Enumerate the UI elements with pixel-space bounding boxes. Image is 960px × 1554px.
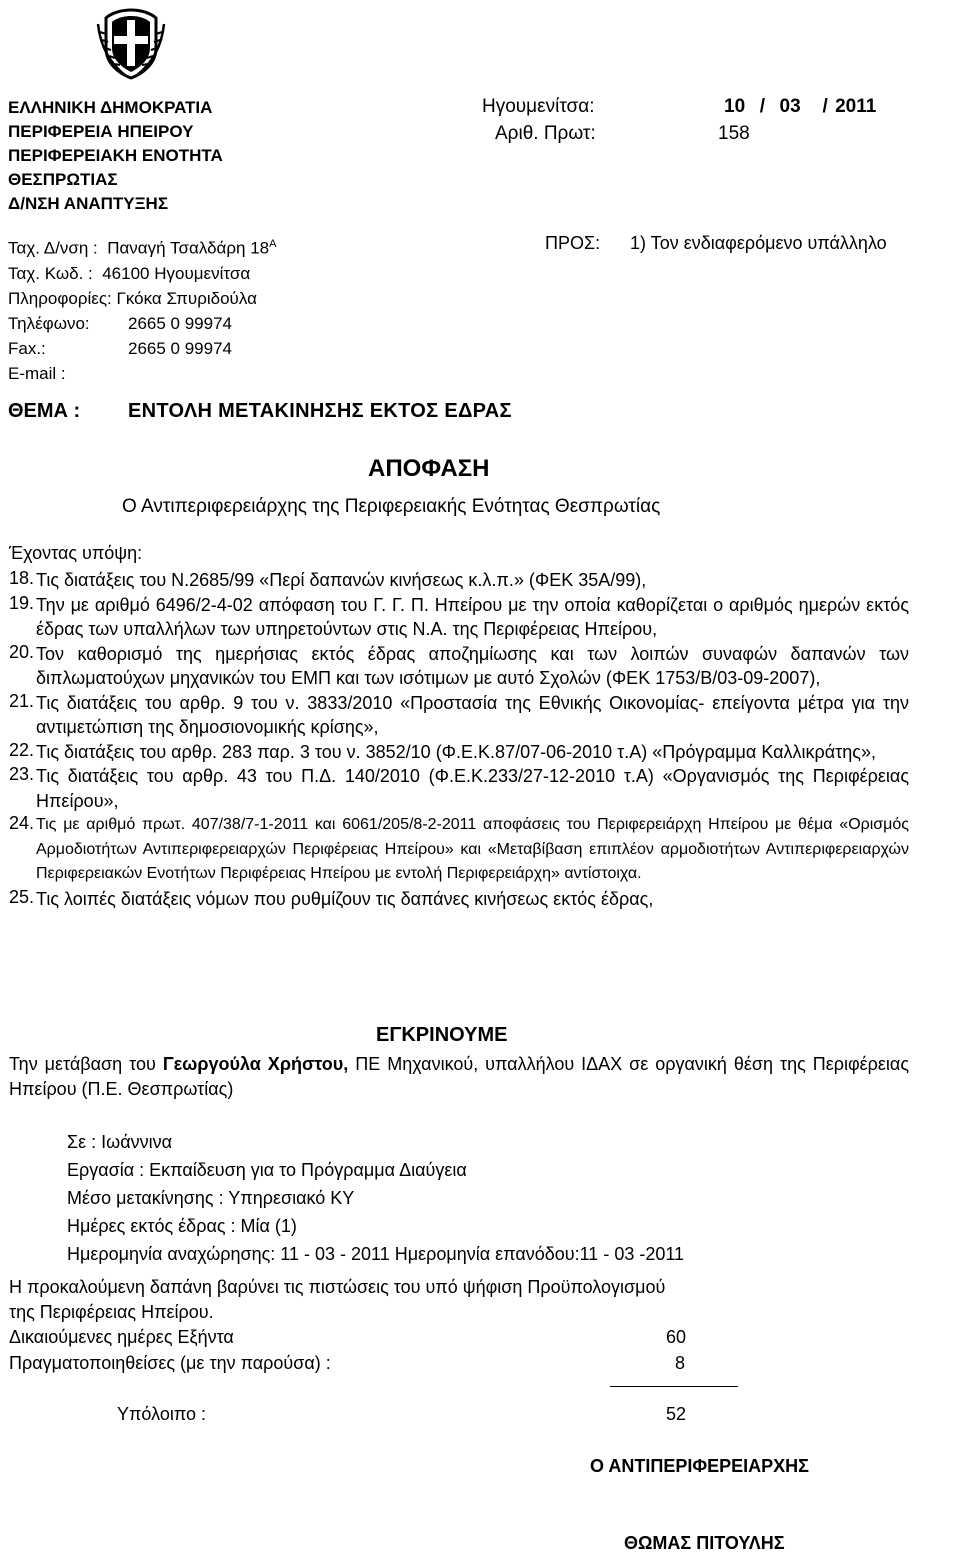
transfer-text: Την μετάβαση του Γεωργούλα Χρήστου, ΠΕ Μηχανικού, υπαλλήλου ΙΔΑΧ σε οργανική θέση της Περιφέρειας Ηπείρου (Π.Ε. Θεσπρωτίας) — [9, 1054, 910, 1099]
greek-coat-of-arms-icon — [92, 4, 170, 82]
date-label: Ηγουμενίτσα: — [482, 96, 595, 117]
approve-heading: ΕΓΚΡΙΝΟΥΜΕ — [376, 1024, 508, 1046]
signatory-title: Ο ΑΝΤΙΠΕΡΙΦΕΡΕΙΑΡΧΗΣ — [590, 1456, 809, 1476]
list-item: 22. Τις διατάξεις του αρθρ. 283 παρ. 3 του ν. 3852/10 (Φ.Ε.Κ.87/07-06-2010 τ.Α) «Πρόγραμμα Καλλικράτης», — [9, 739, 876, 762]
email-row — [8, 361, 276, 386]
address-value: Παναγή Τσαλδάρη 18 — [107, 238, 270, 258]
organization-block — [8, 96, 223, 216]
recipient-value: 1) Τον ενδιαφερόμενο υπάλληλο — [630, 233, 887, 253]
list-item: 23. Τις διατάξεις του αρθρ. 43 του Π.Δ. 140/2010 (Φ.Ε.Κ.233/27-12-2010 τ.Α) «Οργανισμός της Περιφέρειας Ηπείρου», — [9, 764, 909, 811]
trip-details — [67, 1128, 684, 1268]
postcode-row — [8, 261, 276, 286]
contact-block — [8, 232, 276, 386]
info-row — [8, 286, 276, 311]
org-line: ΕΛΛΗΝΙΚΗ ΔΗΜΟΚΡΑΤΙΑ — [8, 98, 213, 117]
list-item: 19. Την με αριθμό 6496/2-4-02 απόφαση του Γ. Γ. Π. Ηπείρου με την οποία καθορίζεται ο αριθμός ημερών εκτός έδρας των υπαλλήλων των υπηρετούντων στις Ν.Α. της Περιφέρειας Ηπείρου, — [9, 592, 909, 639]
list-item: 24. Τις με αριθμό πρωτ. 407/38/7-1-2011 και 6061/205/8-2-2011 αποφάσεις του Περιφερειάρχη Ηπείρου με θέμα «Ορισμός Αρμοδιοτήτων Αντιπεριφερειαρχών Περιφέρειας Ηπείρου» και «Μεταβίβαση επιπλέον αρμοδιοτήτων Αντιπεριφερειαρχών Περιφερειακών Ενοτήτων Περιφέρειας Ηπείρου με εντολή Περιφερειάρχη» αντίστοιχα. — [9, 813, 909, 882]
fax-value: 2665 0 99974 — [128, 338, 232, 358]
date-value: 10 / 03 / 2011 — [724, 96, 877, 117]
balance-value: 52 — [666, 1404, 687, 1424]
org-line: ΠΕΡΙΦΕΡΕΙΑ ΗΠΕΙΡΟΥ — [8, 122, 194, 141]
fax-row — [8, 336, 276, 361]
org-line: ΠΕΡΙΦΕΡΕΙΑΚΗ ΕΝΟΤΗΤΑ — [8, 146, 223, 165]
address-label: Ταχ. Δ/νση : — [8, 238, 98, 258]
signatory-name: ΘΩΜΑΣ ΠΙΤΟΥΛΗΣ — [624, 1533, 785, 1553]
postcode-label: Ταχ. Κωδ. : — [8, 263, 93, 283]
trip-dates: Ημερομηνία αναχώρησης: 11 - 03 - 2011 Ημερομηνία επανόδου:11 - 03 -2011 — [67, 1244, 685, 1264]
address-superscript: Α — [269, 238, 277, 250]
completed-days-value: 8 — [675, 1353, 686, 1373]
decision-title: ΑΠΟΦΑΣΗ — [368, 455, 490, 482]
decision-subtitle: Ο Αντιπεριφερειάρχης της Περιφερειακής Ενότητας Θεσπρωτίας — [122, 496, 661, 517]
list-item: 25. Τις λοιπές διατάξεις νόμων που ρυθμίζουν τις δαπάνες κινήσεως εκτός έδρας, — [9, 886, 654, 909]
email-label: E-mail : — [8, 363, 66, 383]
trip-transport: Μέσο μετακίνησης : Υπηρεσιακό ΚΥ — [67, 1188, 355, 1208]
entitled-days-value: 60 — [666, 1327, 687, 1347]
budget-note: Η προκαλούμενη δαπάνη βαρύνει τις πιστώσεις του υπό ψήφιση Προϋπολογισμού της Περιφέρειας Ηπείρου. — [9, 1277, 666, 1322]
subject-label: ΘΕΜΑ : — [8, 400, 81, 422]
subject-value: ΕΝΤΟΛΗ ΜΕΤΑΚΙΝΗΣΗΣ ΕΚΤΟΣ ΕΔΡΑΣ — [128, 400, 512, 422]
phone-row — [8, 311, 276, 336]
list-item: 18. Τις διατάξεις του Ν.2685/99 «Περί δαπανών κινήσεως κ.λ.π.» (ΦΕΚ 35Α/99), — [9, 568, 647, 590]
list-item: 20. Τον καθορισμό της ημερήσιας εκτός έδρας αποζημίωσης και των λοιπών συναφών δαπανών των διπλωματούχων μηχανικών του ΕΜΠ και των ισότιμων με αυτό Σχολών (ΦΕΚ 1753/Β/03-09-2007), — [9, 641, 909, 688]
balance-label: Υπόλοιπο : — [117, 1404, 207, 1424]
recipient-label: ΠΡΟΣ: — [545, 233, 601, 253]
protocol-label: Αριθ. Πρωτ: — [495, 123, 596, 144]
org-line: Δ/ΝΣΗ ΑΝΑΠΤΥΞΗΣ — [8, 194, 169, 213]
considerations-list — [9, 568, 909, 911]
org-line: ΘΕΣΠΡΩΤΙΑΣ — [8, 170, 118, 189]
trip-destination: Σε : Ιωάννινα — [67, 1132, 173, 1152]
phone-label: Τηλέφωνο: — [8, 313, 90, 333]
entitled-days-label: Δικαιούμενες ημέρες Εξήντα — [9, 1327, 234, 1347]
address-row — [8, 232, 276, 261]
protocol-value: 158 — [718, 123, 750, 144]
sum-divider — [610, 1386, 738, 1387]
employee-name: Γεωργούλα Χρήστου, — [162, 1054, 349, 1074]
info-value: Γκόκα Σπυριδούλα — [116, 288, 257, 308]
fax-label: Fax.: — [8, 338, 46, 358]
phone-value: 2665 0 99974 — [128, 313, 232, 333]
info-label: Πληροφορίες: — [8, 288, 112, 308]
completed-days-label: Πραγματοποιηθείσες (με την παρούσα) : — [9, 1353, 331, 1373]
considering-label: Έχοντας υπόψη: — [9, 543, 143, 563]
trip-days: Ημέρες εκτός έδρας : Μία (1) — [67, 1216, 297, 1236]
trip-work: Εργασία : Εκπαίδευση για το Πρόγραμμα Διαύγεια — [67, 1160, 467, 1180]
postcode-value: 46100 Ηγουμενίτσα — [102, 263, 251, 283]
list-item: 21. Τις διατάξεις του αρθρ. 9 του ν. 3833/2010 «Προστασία της Εθνικής Οικονομίας- επείγοντα μέτρα για την αντιμετώπιση της δημοσιονομικής κρίσης», — [9, 690, 909, 737]
